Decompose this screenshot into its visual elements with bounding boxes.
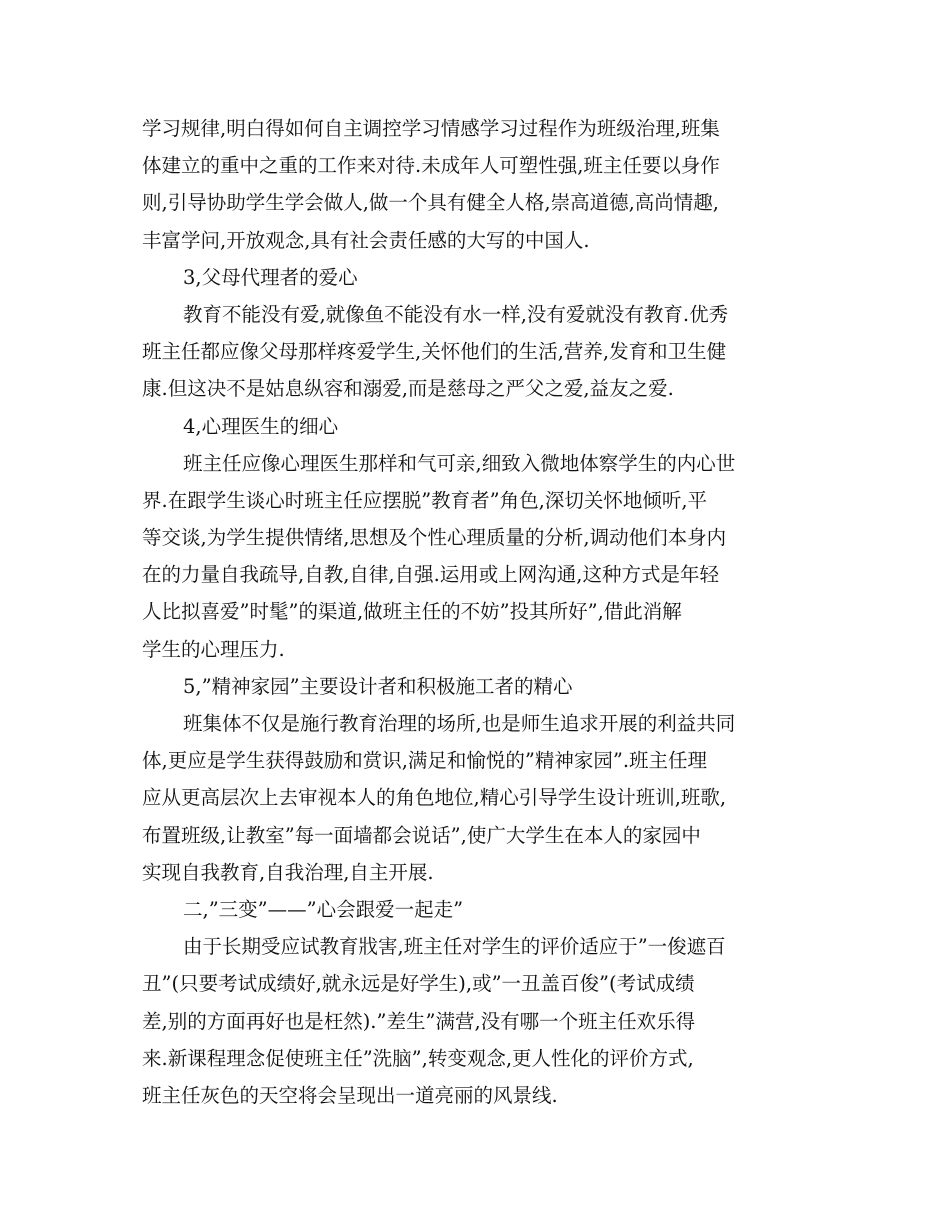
text-line: 应从更高层次上去审视本人的角色地位,精心引导学生设计班训,班歌, [142, 786, 727, 810]
text-line: 界.在跟学生谈心时班主任应摆脱”教育者”角色,深切关怀地倾听,平 [142, 488, 708, 512]
text-line: 学生的心理压力. [142, 637, 285, 661]
text-line: 学习规律,明白得如何自主调控学习情感学习过程作为班级治理,班集 [142, 117, 720, 140]
text-line: 来.新课程理念促使班主任”洗脑”,转变观念,更人性化的评价方式, [142, 1046, 694, 1070]
text-line: 在的力量自我疏导,自教,自律,自强.运用或上网沟通,这种方式是年轻 [142, 563, 719, 587]
text-line: 体建立的重中之重的工作来对待.未成年人可塑性强,班主任要以身作 [142, 154, 720, 178]
text-line: 等交谈,为学生提供情绪,思想及个性心理质量的分析,调动他们本身内 [142, 526, 727, 550]
text-line: 班主任灰色的天空将会呈现出一道亮丽的风景线. [142, 1083, 558, 1107]
text-line: 则,引导协助学生学会做人,做一个具有健全人格,崇高道德,高尚情趣, [142, 191, 719, 215]
text-line: 丰富学问,开放观念,具有社会责任感的大写的中国人. [142, 228, 590, 252]
text-line: 班主任都应像父母那样疼爱学生,关怀他们的生活,营养,发育和卫生健 [142, 340, 727, 364]
text-line: 班主任应像心理医生那样和气可亲,细致入微地体察学生的内心世 [183, 451, 736, 475]
text-line: 差,别的方面再好也是枉然).”差生”满营,没有哪一个班主任欢乐得 [142, 1009, 696, 1033]
text-line: 体,更应是学生获得鼓励和赏识,满足和愉悦的”精神家园”.班主任理 [142, 749, 708, 773]
text-line: 二,”三变”——”心会跟爱一起走” [183, 897, 464, 921]
text-line: 人比拟喜爱”时髦”的渠道,做班主任的不妨”投其所好”,借此消解 [142, 600, 682, 624]
document-body [142, 110, 812, 1114]
text-line: 3,父母代理者的爱心 [183, 265, 358, 289]
text-line: 5,”精神家园”主要设计者和积极施工者的精心 [183, 674, 573, 698]
text-line: 教育不能没有爱,就像鱼不能没有水一样,没有爱就没有教育.优秀 [183, 302, 729, 326]
text-line: 由于长期受应试教育戕害,班主任对学生的评价适应于”一俊遮百 [183, 935, 726, 959]
text-line: 丑”(只要考试成绩好,就永远是好学生),或”一丑盖百俊”(考试成绩 [142, 972, 695, 996]
text-line: 实现自我教育,自我治理,自主开展. [142, 860, 434, 884]
text-line: 班集体不仅是施行教育治理的场所,也是师生追求开展的利益共同 [183, 712, 736, 735]
text-line: 康.但这决不是姑息纵容和溺爱,而是慈母之严父之爱,益友之爱. [142, 377, 674, 401]
text-line: 布置班级,让教室”每一面墙都会说话”,使广大学生在本人的家园中 [142, 823, 701, 847]
text-line: 4,心理医生的细心 [183, 414, 339, 438]
